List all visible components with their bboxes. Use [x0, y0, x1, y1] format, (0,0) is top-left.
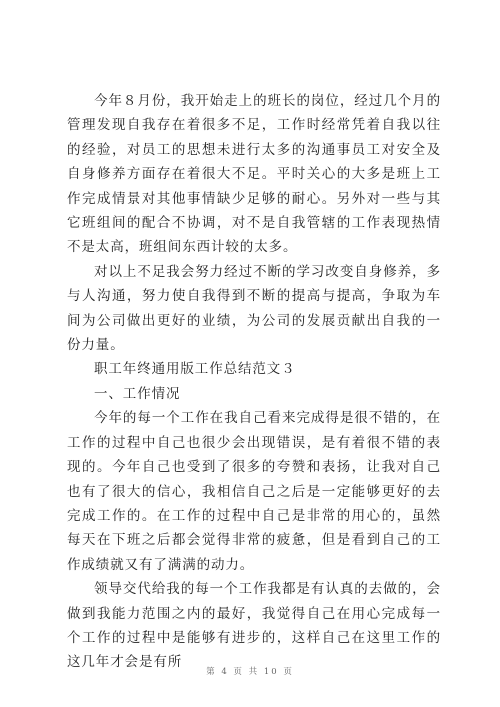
section-title: 职工年终通用版工作总结范文３ [94, 361, 296, 378]
page-number-footer: 第 4 页 共 10 页 [206, 667, 294, 677]
paragraph-improvement-plan: 对以上不足我会努力经过不断的学习改变自身修养，多与人沟通，努力使自我得到不断的提高与提高，争取为车间为公司做出更好的业绩，为公司的发展贡献出自我的一份力量。 [67, 263, 441, 354]
paragraph-leader-tasks: 领导交代给我的每一个工作我都是有认真的去做的，会做到我能力范围之内的最好，我觉得自己在用心完成每一个工作的过程中是能够有进步的，这样自己在这里工作的这几年才会是有所 [67, 581, 441, 671]
section-heading-work-status: 一、工作情况 [94, 385, 181, 402]
paragraph-work-performance: 今年的每一个工作在我自己看来完成得是很不错的，在工作的过程中自己也很少会出现错误，是有着很不错的表现的。今年自己也受到了很多的夸赞和表扬，让我对自己也有了很大的信心，我相信自己之后是一定能够更好的去完成工作的。在工作的过程中自己是非常的用心的，虽然每天在下班之后都会觉得非常的疲惫，但是看到自己的工作成绩就又有了满满的动力。 [67, 410, 441, 573]
paragraph-monthly-review: 今年８月份，我开始走上的班长的岗位，经过几个月的管理发现自我存在着很多不足，工作时经常凭着自我以往的经验，对员工的思想未进行太多的沟通事员工对安全及自身修养方面存在着很大不足。平时关心的大多是班上工作完成情景对其他事情缺少足够的耐心。另外对一些与其它班组间的配合不协调，对不是自我管辖的工作表现热情不是太高，班组间东西计较的太多。 [67, 93, 441, 256]
document-body [67, 89, 441, 675]
